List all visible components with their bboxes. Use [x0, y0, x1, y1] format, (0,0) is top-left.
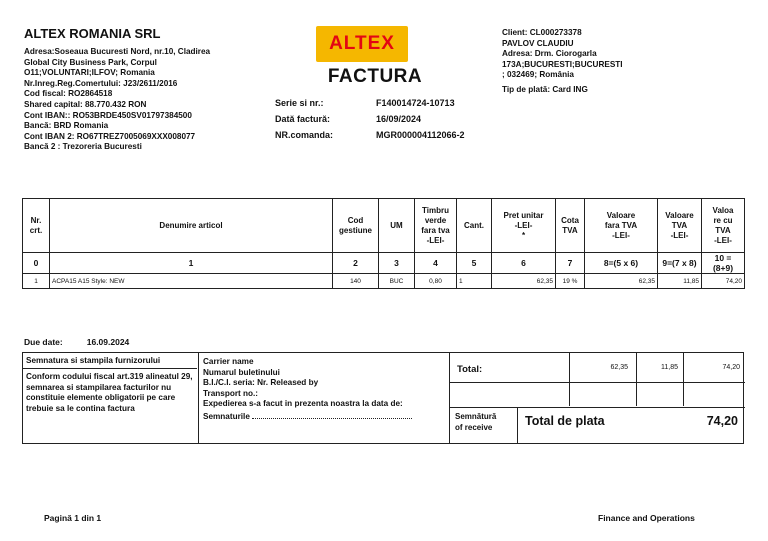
divider [569, 353, 570, 406]
table-row [23, 274, 745, 289]
cell-name: ACPA15 A15 Style: NEW [50, 274, 333, 289]
divider [23, 368, 197, 369]
index-cell: 0 [23, 253, 50, 274]
index-cell: 3 [379, 253, 415, 274]
due-date-label: Due date: [24, 337, 63, 347]
signature-legal-note: Conform codului fiscal art.319 alineatul 29, semnarea si stampilarea facturilor nu constituie elemente obligatorii pe care trebuie sa le contina factura [26, 372, 193, 413]
index-cell: 1 [50, 253, 333, 274]
client-address-2: 173A;BUCURESTI;BUCURESTI [502, 59, 623, 69]
carrier-name: Carrier name [203, 357, 254, 366]
header-code: Cod gestiune [333, 199, 379, 253]
signatures-line: Semnaturile [203, 410, 453, 423]
seller-block [24, 26, 264, 153]
header-total: Valoa re cu TVA -LEI- [702, 199, 745, 253]
cell-stamp: 0,80 [415, 274, 457, 289]
table-index-row [23, 253, 745, 274]
index-cell: 2 [333, 253, 379, 274]
cell-vat-value: 11,85 [658, 274, 702, 289]
shipment-statement: Expedierea s-a facut in prezenta noastra la data de: [203, 399, 403, 408]
header-vat-value: Valoare TVA -LEI- [658, 199, 702, 253]
divider [683, 353, 684, 406]
order-label: NR.comanda: [275, 130, 334, 140]
totals-label: Total: [457, 364, 483, 375]
header-stamp: Timbru verde fara tva -LEI- [415, 199, 457, 253]
header-vat-rate: Cota TVA [556, 199, 585, 253]
header-qty: Cant. [457, 199, 492, 253]
receive-signature-label: Semnătură of receive [455, 412, 497, 432]
divider [517, 407, 518, 443]
carrier-block [203, 357, 453, 422]
header-um: UM [379, 199, 415, 253]
seller-address-2: Global City Business Park, Corpul [24, 57, 157, 67]
seller-address-3: O11;VOLUNTARI;ILFOV; Romania [24, 68, 155, 78]
seller-name: ALTEX ROMANIA SRL [24, 26, 161, 41]
payment-type: Tip de plată: Card ING [502, 84, 588, 94]
cell-qty: 1 [457, 274, 492, 289]
client-address-1: Adresa: Drm. Ciorogarla [502, 49, 597, 59]
index-cell: 6 [492, 253, 556, 274]
seller-capital: Shared capital: 88.770.432 RON [24, 99, 147, 109]
divider [636, 353, 637, 406]
logo-text: ALTEX [329, 33, 395, 54]
series-label: Serie si nr.: [275, 98, 324, 108]
index-cell: 4 [415, 253, 457, 274]
items-table [22, 198, 745, 289]
index-cell: 8=(5 x 6) [585, 253, 658, 274]
date-label: Dată factură: [275, 114, 331, 124]
seller-fiscal-code: Cod fiscal: RO2864518 [24, 89, 113, 99]
seller-address-1: Adresa:Soseaua Bucuresti Nord, nr.10, Cladirea [24, 47, 211, 56]
total-to-pay-value: 74,20 [706, 414, 738, 428]
index-cell: 5 [457, 253, 492, 274]
client-id: Client: CL000273378 [502, 28, 582, 37]
divider [450, 407, 745, 408]
cell-unit-price: 62,35 [492, 274, 556, 289]
due-date [24, 337, 153, 347]
seller-bank: Bancă: BRD Romania [24, 121, 109, 131]
header-value: Valoare fara TVA -LEI- [585, 199, 658, 253]
total-value-no-vat: 62,35 [610, 364, 628, 371]
client-address-3: ; 032469; România [502, 70, 574, 80]
date-value: 16/09/2024 [376, 114, 422, 124]
cell-code: 140 [333, 274, 379, 289]
transport-number: Transport no.: [203, 388, 259, 398]
supplier-signature-title: Semnatura si stampila furnizorului [26, 356, 161, 365]
document-title: FACTURA [327, 66, 423, 87]
summary-box [22, 352, 744, 444]
footer-system-name: Finance and Operations [598, 513, 695, 523]
divider [450, 382, 745, 383]
altex-logo [316, 26, 408, 62]
seller-iban-2: Cont IBAN 2: RO67TREZ7005069XXX008077 [24, 131, 196, 141]
table-header-row [23, 199, 745, 253]
cell-vat-rate: 19 % [556, 274, 585, 289]
client-name: PAVLOV CLAUDIU [502, 38, 574, 48]
carrier-id-number: Numarul buletinului [203, 367, 280, 377]
due-date-value: 16.09.2024 [86, 337, 130, 347]
series-value: F140014724-10713 [376, 98, 455, 108]
header-unit-price: Pret unitar -LEI- * [492, 199, 556, 253]
total-to-pay-label: Total de plata [525, 414, 605, 428]
index-cell: 7 [556, 253, 585, 274]
carrier-id-series: B.I./C.I. seria: Nr. Released by [203, 378, 319, 387]
total-vat: 11,85 [661, 364, 678, 371]
divider [198, 353, 199, 443]
page-number: Pagină 1 din 1 [44, 513, 102, 523]
cell-um: BUC [379, 274, 415, 289]
seller-iban: Cont IBAN:: RO53BRDE450SV01797384500 [24, 110, 192, 120]
header-nr: Nr. crt. [23, 199, 50, 253]
cell-value: 62,35 [585, 274, 658, 289]
index-cell: 9=(7 x 8) [658, 253, 702, 274]
cell-total: 74,20 [702, 274, 745, 289]
index-cell: 10 = (8+9) [702, 253, 745, 274]
client-block [502, 28, 752, 96]
cell-nr: 1 [23, 274, 50, 289]
seller-registration: Nr.Inreg.Reg.Comertului: J23/2611/2016 [24, 78, 178, 88]
header-name: Denumire articol [50, 199, 333, 253]
total-with-vat: 74,20 [722, 364, 740, 371]
order-value: MGR000004112066-2 [376, 130, 465, 140]
seller-bank-2: Bancă 2 : Trezoreria Bucuresti [24, 142, 142, 152]
